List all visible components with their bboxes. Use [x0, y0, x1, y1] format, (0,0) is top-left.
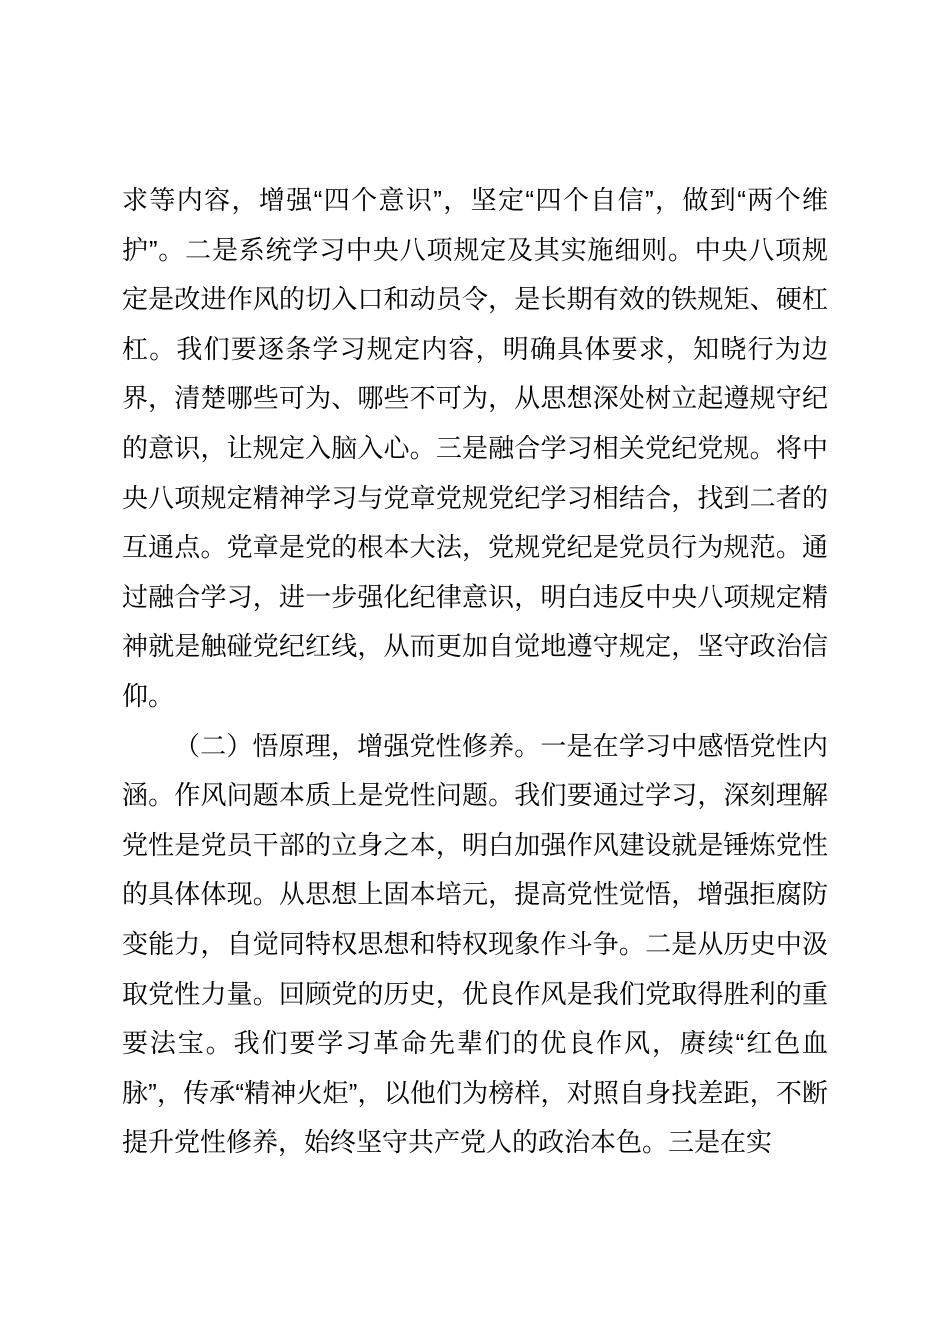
- document-body: [122, 176, 828, 1168]
- body-paragraph: （二）悟原理，增强党性修养。一是在学习中感悟党性内涵。作风问题本质上是党性问题。我们要通过学习，深刻理解党性是党员干部的立身之本，明白加强作风建设就是锤炼党性的具体体现。从思想上固本培元，提高党性觉悟，增强拒腐防变能力，自觉同特权思想和特权现象作斗争。二是从历史中汲取党性力量。回顾党的历史，优良作风是我们党取得胜利的重要法宝。我们要学习革命先辈们的优良作风，赓续“红色血脉”，传承“精神火炬”，以他们为榜样，对照自身找差距，不断提升党性修养，始终坚守共产党人的政治本色。三是在实: [122, 730, 828, 1158]
- body-paragraph: 求等内容，增强“四个意识”，坚定“四个自信”，做到“两个维护”。二是系统学习中央八项规定及其实施细则。中央八项规定是改进作风的切入口和动员令，是长期有效的铁规矩、硬杠杠。我们要逐条学习规定内容，明确具体要求，知晓行为边界，清楚哪些可为、哪些不可为，从思想深处树立起遵规守纪的意识，让规定入脑入心。三是融合学习相关党纪党规。将中央八项规定精神学习与党章党规党纪学习相结合，找到二者的互通点。党章是党的根本大法，党规党纪是党员行为规范。通过融合学习，进一步强化纪律意识，明白违反中央八项规定精神就是触碰党纪红线，从而更加自觉地遵守规定，坚守政治信仰。: [122, 185, 828, 711]
